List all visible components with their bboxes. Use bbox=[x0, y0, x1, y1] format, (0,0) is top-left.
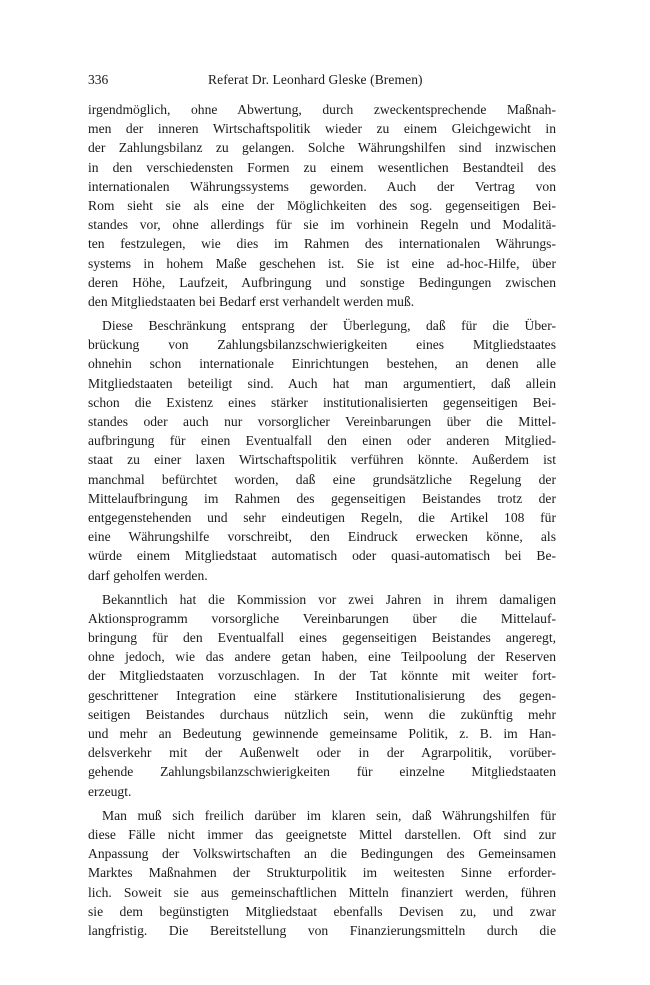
text-line: systems in hohem Maße geschehen ist. Sie ist eine ad-hoc-Hilfe, über bbox=[88, 255, 556, 271]
text-line: standes oder auch nur vorsorglicher Vereinbarungen über die Mittel- bbox=[88, 414, 556, 429]
text-line: in den verschiedensten Formen zu einem wesentlichen Bestandteil des bbox=[88, 159, 556, 175]
running-header bbox=[88, 70, 556, 90]
text-line: Rom sieht sie als eine der Möglichkeiten des sog. gegenseitigen Bei- bbox=[88, 197, 556, 213]
text-line: ten festzulegen, wie dies im Rahmen des internationalen Währungs- bbox=[88, 236, 556, 252]
text-line: ohnehin schon internationale Einrichtungen bestehen, an denen alle bbox=[88, 356, 556, 372]
text-line: geschrittener Integration eine stärkere Institutionalisierung des gegen- bbox=[88, 687, 556, 703]
text-line: lich. Soweit sie aus gemeinschaftlichen Mitteln finanziert werden, führen bbox=[88, 884, 556, 900]
text-line: darf geholfen werden. bbox=[88, 567, 208, 583]
paragraph bbox=[88, 100, 556, 311]
text-line: brückung von Zahlungsbilanzschwierigkeiten eines Mitgliedstaates bbox=[88, 337, 556, 353]
text-line: Man muß sich freilich darüber im klaren sein, daß Währungshilfen für bbox=[102, 807, 556, 823]
text-line: Aktionsprogramm vorsorgliche Vereinbarungen über die Mittelauf- bbox=[88, 610, 556, 626]
text-line: langfristig. Die Bereitstellung von Finanzierungsmitteln durch die bbox=[88, 922, 556, 938]
text-line: internationalen Währungssystems geworden. Auch der Vertrag von bbox=[88, 178, 556, 194]
text-line: sie dem begünstigten Mitgliedstaat ebenfalls Devisen zu, und zwar bbox=[88, 903, 556, 919]
text-line: Mittelaufbringung im Rahmen des gegenseitigen Beistandes trotz der bbox=[88, 490, 556, 506]
text-line: staat zu einer laxen Wirtschaftspolitik verführen könnte. Außerdem ist bbox=[88, 452, 556, 468]
text-line: diese Fälle nicht immer das geeignetste Mittel darstellen. Oft sind zur bbox=[88, 826, 556, 842]
text-line: deren Höhe, Laufzeit, Aufbringung und sonstige Bedingungen zwischen bbox=[88, 274, 556, 290]
text-line: eine Währungshilfe vorschreibt, den Eindruck erwecken könne, als bbox=[88, 529, 556, 545]
text-line: Mitgliedstaaten beteiligt sind. Auch hat man argumentiert, daß allein bbox=[88, 375, 556, 391]
text-line: standes vor, ohne allerdings für sie im vorhinein Regeln und Modalitä- bbox=[88, 217, 556, 233]
text-line: delsverkehr mit der Außenwelt oder in der Agrarpolitik, vorüber- bbox=[88, 745, 556, 761]
running-title: Referat Dr. Leonhard Gleske (Bremen) bbox=[208, 72, 423, 87]
text-line: erzeugt. bbox=[88, 783, 132, 799]
text-line: bringung für den Eventualfall eines gegenseitigen Beistandes angeregt, bbox=[88, 630, 556, 646]
text-line: schon die Existenz eines stärker institutionalisierten gegenseitigen Bei- bbox=[88, 394, 556, 410]
text-line: gehende Zahlungsbilanzschwierigkeiten für einzelne Mitgliedstaaten bbox=[88, 764, 556, 780]
text-line: Marktes Maßnahmen der Strukturpolitik im weitesten Sinne erforder- bbox=[88, 865, 556, 881]
text-line: entgegenstehenden und sehr eindeutigen Regeln, die Artikel 108 für bbox=[88, 509, 556, 525]
document-page bbox=[88, 70, 556, 945]
text-line: manchmal befürchtet worden, daß eine grundsätzliche Regelung der bbox=[88, 471, 556, 487]
text-line: Anpassung der Volkswirtschaften an die Bedingungen des Gemeinsamen bbox=[88, 846, 556, 862]
page-number: 336 bbox=[88, 72, 109, 87]
text-line: den Mitgliedstaaten bei Bedarf erst verhandelt werden muß. bbox=[88, 293, 415, 309]
text-line: Diese Beschränkung entsprang der Überlegung, daß für die Über- bbox=[102, 318, 556, 334]
paragraph bbox=[88, 806, 556, 940]
text-line: ohne jedoch, wie das andere getan haben, eine Teilpoolung der Reserven bbox=[88, 649, 556, 665]
text-line: aufbringung für einen Eventualfall den einen oder anderen Mitglied- bbox=[88, 433, 556, 449]
text-line: Bekanntlich hat die Kommission vor zwei Jahren in ihrem damaligen bbox=[102, 591, 556, 607]
paragraph bbox=[88, 590, 556, 801]
text-line: der Zahlungsbilanz zu gelangen. Solche Währungshilfen sind inzwischen bbox=[88, 140, 556, 156]
text-line: irgendmöglich, ohne Abwertung, durch zweckentsprechende Maßnah- bbox=[88, 102, 556, 117]
text-line: und mehr an Bedeutung gewinnende gemeinsame Politik, z. B. im Han- bbox=[88, 726, 556, 741]
text-line: würde einem Mitgliedstaat automatisch oder quasi-automatisch bei Be- bbox=[88, 548, 556, 564]
text-line: seitigen Beistandes durchaus nützlich sein, wenn die zukünftig mehr bbox=[88, 706, 556, 722]
text-line: der Mitgliedstaaten vorzuschlagen. In der Tat könnte mit weiter fort- bbox=[88, 668, 556, 684]
paragraph bbox=[88, 316, 556, 585]
body-text bbox=[88, 100, 556, 940]
text-line: men der inneren Wirtschaftspolitik wieder zu einem Gleichgewicht in bbox=[88, 121, 556, 137]
